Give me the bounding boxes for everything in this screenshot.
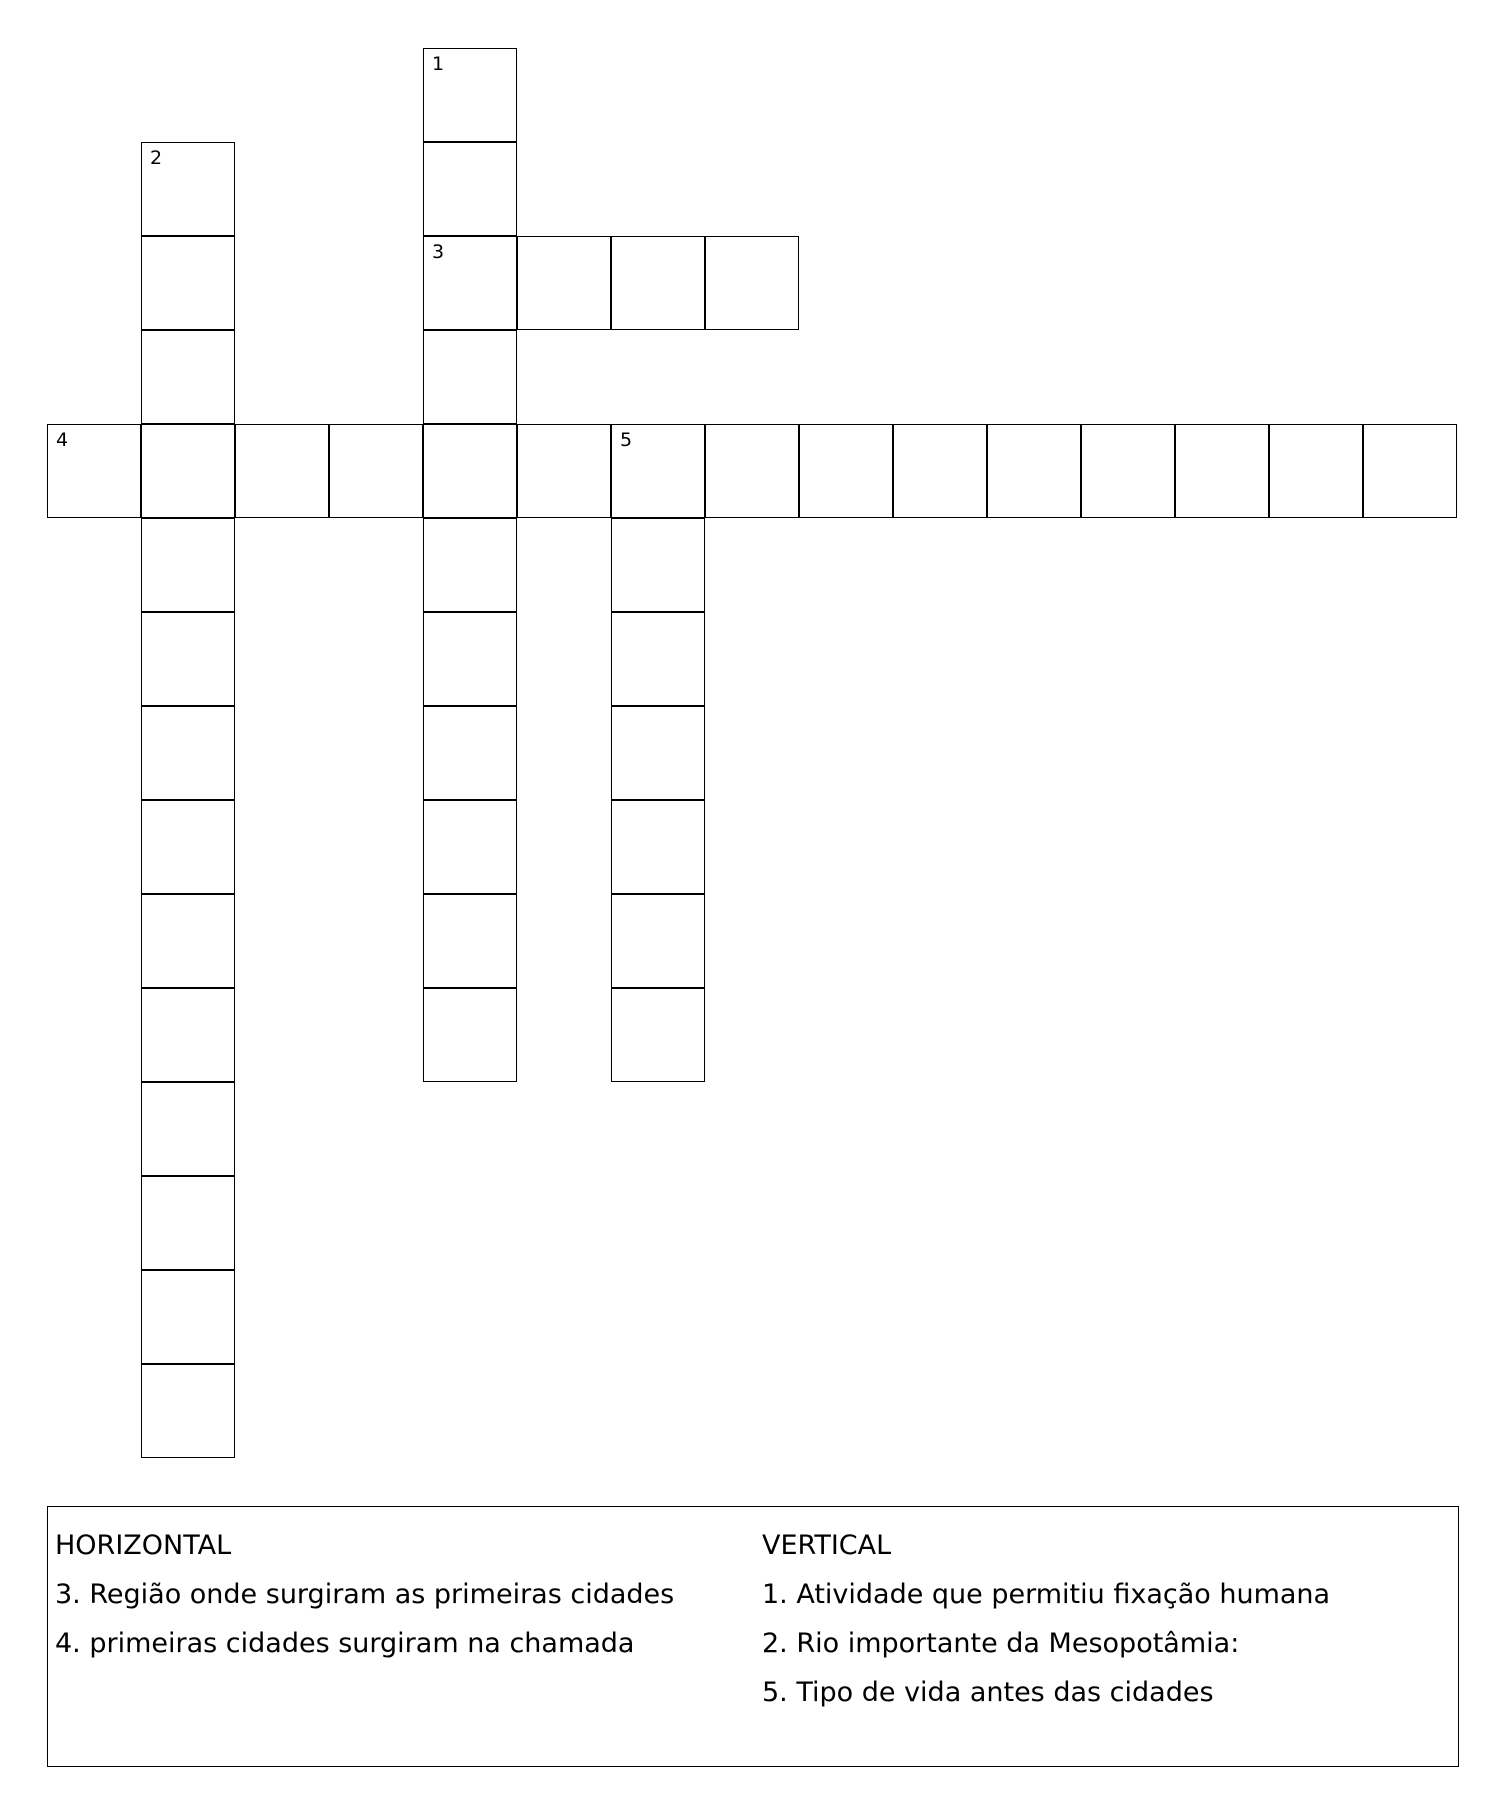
crossword-cell[interactable]: [423, 236, 517, 330]
crossword-cell[interactable]: [141, 142, 235, 236]
crossword-cell[interactable]: [1081, 424, 1175, 518]
crossword-cell[interactable]: [141, 330, 235, 424]
crossword-cell[interactable]: [611, 424, 705, 518]
crossword-cell[interactable]: [799, 424, 893, 518]
crossword-cell[interactable]: [141, 988, 235, 1082]
crossword-cell[interactable]: [141, 1270, 235, 1364]
horizontal-clue-4: 4. primeiras cidades surgiram na chamada: [55, 1628, 635, 1659]
crossword-cell[interactable]: [611, 988, 705, 1082]
crossword-cell[interactable]: [423, 800, 517, 894]
crossword-cell[interactable]: [893, 424, 987, 518]
crossword-cell[interactable]: [517, 424, 611, 518]
clue-number: 3: [432, 241, 445, 263]
crossword-cell[interactable]: [517, 236, 611, 330]
crossword-cell[interactable]: [141, 706, 235, 800]
crossword-cell[interactable]: [423, 988, 517, 1082]
vertical-clue-5: 5. Tipo de vida antes das cidades: [762, 1677, 1214, 1708]
crossword-cell[interactable]: [1269, 424, 1363, 518]
crossword-cell[interactable]: [141, 236, 235, 330]
crossword-cell[interactable]: [141, 1082, 235, 1176]
clue-number: 4: [56, 429, 69, 451]
horizontal-clues: [55, 1521, 674, 1668]
crossword-cell[interactable]: [423, 330, 517, 424]
crossword-cell[interactable]: [141, 424, 235, 518]
crossword-cell[interactable]: [141, 800, 235, 894]
crossword-cell[interactable]: [611, 800, 705, 894]
crossword-cell[interactable]: [1363, 424, 1457, 518]
crossword-cell[interactable]: [47, 424, 141, 518]
horizontal-heading: HORIZONTAL: [55, 1530, 232, 1561]
crossword-cell[interactable]: [141, 612, 235, 706]
crossword-cell[interactable]: [141, 1176, 235, 1270]
crossword-cell[interactable]: [611, 236, 705, 330]
crossword-cell[interactable]: [423, 706, 517, 800]
crossword-cell[interactable]: [423, 48, 517, 142]
crossword-cell[interactable]: [423, 894, 517, 988]
vertical-clues: [762, 1521, 1330, 1717]
crossword-cell[interactable]: [423, 142, 517, 236]
crossword-cell[interactable]: [141, 894, 235, 988]
crossword-cell[interactable]: [423, 424, 517, 518]
clues-box: [47, 1506, 1459, 1767]
crossword-cell[interactable]: [987, 424, 1081, 518]
crossword-cell[interactable]: [423, 518, 517, 612]
crossword-cell[interactable]: [705, 236, 799, 330]
vertical-clue-1: 1. Atividade que permitiu fixação humana: [762, 1579, 1331, 1610]
crossword-cell[interactable]: [141, 518, 235, 612]
clue-number: 2: [150, 147, 163, 169]
crossword-cell[interactable]: [329, 424, 423, 518]
clue-number: 5: [620, 429, 633, 451]
vertical-heading: VERTICAL: [762, 1530, 892, 1561]
clue-number: 1: [432, 53, 445, 75]
crossword-cell[interactable]: [705, 424, 799, 518]
horizontal-clue-3: 3. Região onde surgiram as primeiras cidades: [55, 1579, 675, 1610]
crossword-cell[interactable]: [423, 612, 517, 706]
crossword-cell[interactable]: [611, 894, 705, 988]
crossword-cell[interactable]: [611, 706, 705, 800]
crossword-cell[interactable]: [1175, 424, 1269, 518]
crossword-cell[interactable]: [611, 518, 705, 612]
crossword-cell[interactable]: [141, 1364, 235, 1458]
vertical-clue-2: 2. Rio importante da Mesopotâmia:: [762, 1628, 1240, 1659]
crossword-cell[interactable]: [235, 424, 329, 518]
crossword-cell[interactable]: [611, 612, 705, 706]
